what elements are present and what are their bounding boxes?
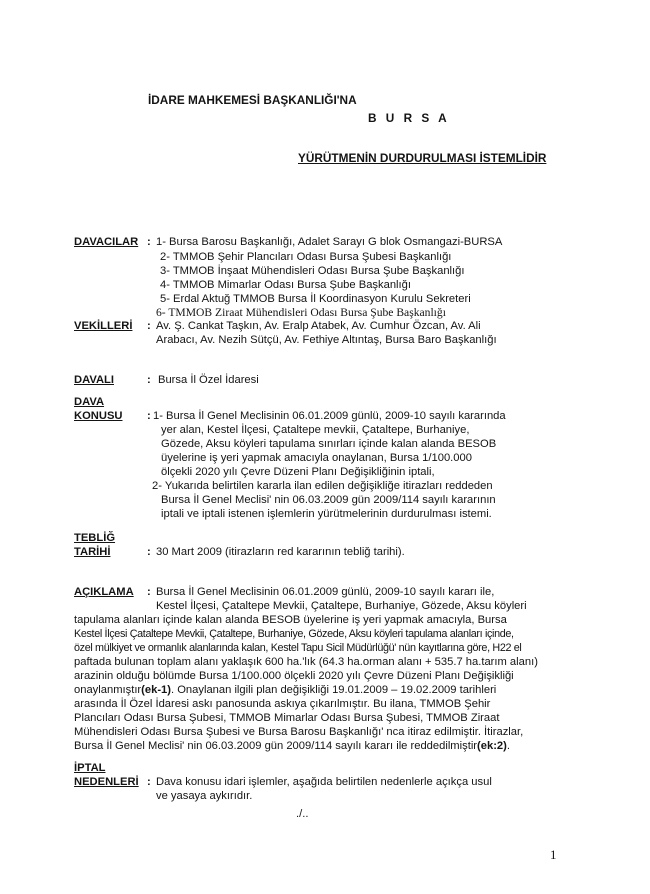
plaintiff-item: 2- TMMOB Şehir Plancıları Odası Bursa Şubesi Başkanlığı xyxy=(160,251,452,263)
explanation-line: özel mülkiyet ve ormanlık alanlarında kalan, Kestel Tapu Sicil Müdürlüğü' nün kayıtlarına göre, H22 el xyxy=(74,642,522,654)
plaintiff-item: 3- TMMOB İnşaat Mühendisleri Odası Bursa Şube Başkanlığı xyxy=(160,265,465,277)
notification-label-2: TARİHİ xyxy=(74,546,111,558)
explanation-line: Mühendisleri Odası Bursa Şubesi ve Bursa Barosu Başkanlığı' nca itiraz edilmiştir. İtirazlar, xyxy=(74,726,524,738)
plaintiff-item: 1- Bursa Barosu Başkanlığı, Adalet Sarayı G blok Osmangazi-BURSA xyxy=(156,236,503,248)
explanation-text: . xyxy=(506,740,510,752)
attorneys-sep: : xyxy=(147,320,151,332)
subject-line: iptali ve iptali istenen işlemlerin yürütmelerinin durdurulması istemi. xyxy=(161,508,492,520)
explanation-line: Bursa İl Genel Meclisinin 06.01.2009 günlü, 2009-10 sayılı kararı ile, xyxy=(156,586,495,598)
notification-sep: : xyxy=(147,546,151,558)
subject-line: Gözede, Aksu köyleri tapulama sınırları içinde kalan alanda BESOB xyxy=(161,438,497,450)
explanation-line: Plancıları Odası Bursa Şubesi, TMMOB Mimarlar Odası Bursa Şubesi, TMMOB Ziraat xyxy=(74,712,500,724)
subject-line: 2- Yukarıda belirtilen kararla ilan edilen değişikliğe itirazları reddeden xyxy=(152,480,493,492)
explanation-label: AÇIKLAMA xyxy=(74,586,134,598)
request-title: YÜRÜTMENİN DURDURULMASI İSTEMLİDİR xyxy=(298,151,547,165)
subject-line: 1- Bursa İl Genel Meclisinin 06.01.2009 günlü, 2009-10 sayılı kararında xyxy=(153,410,506,422)
page-number: 1 xyxy=(550,847,557,862)
explanation-line xyxy=(74,684,496,697)
subject-line: üyelerine iş yeri yapmak amacıyla onaylanan, Bursa 1/100.000 xyxy=(161,452,472,464)
subject-line: ölçekli 2020 yılı Çevre Düzeni Planı Değişikliğinin iptali, xyxy=(161,466,435,478)
grounds-label-2: NEDENLERİ xyxy=(74,776,139,788)
explanation-line: paftada bulunan toplam alanı yaklaşık 600 ha.'lık (64.3 ha.orman alanı + 535.7 ha.tarım alanı) xyxy=(74,656,538,668)
court-title: İDARE MAHKEMESİ BAŞKANLIĞI'NA xyxy=(148,93,357,107)
subject-line: Bursa İl Genel Meclisi' nin 06.03.2009 gün 2009/114 sayılı kararının xyxy=(161,494,496,506)
explanation-sep: : xyxy=(147,586,151,598)
grounds-sep: : xyxy=(147,776,151,788)
grounds-line: Dava konusu idari işlemler, aşağıda belirtilen nedenlerle açıkça usul xyxy=(156,776,492,788)
attorneys-line: Av. Ş. Cankat Taşkın, Av. Eralp Atabek, Av. Cumhur Özcan, Av. Ali xyxy=(156,320,481,332)
subject-label-2: KONUSU xyxy=(74,410,123,422)
defendant-label: DAVALI xyxy=(74,374,114,386)
explanation-text: onaylanmıştır xyxy=(74,684,142,696)
subject-line: yer alan, Kestel İlçesi, Çataltepe mevkii, Çataltepe, Burhaniye, xyxy=(161,424,470,436)
plaintiff-item: 4- TMMOB Mimarlar Odası Bursa Şube Başkanlığı xyxy=(160,279,411,291)
subject-sep: : xyxy=(147,410,151,422)
annex-reference: (ek:2) xyxy=(477,740,507,752)
attorneys-label: VEKİLLERİ xyxy=(74,320,133,332)
explanation-line: arasında İl Özel İdaresi askı panosunda askıya çıkarılmıştır. Bu ilana, TMMOB Şehir xyxy=(74,698,491,710)
explanation-line: tapulama alanları içinde kalan alanda BESOB üyelerine iş yeri yapmak amacıyla, Bursa xyxy=(74,614,507,626)
plaintiffs-label: DAVACILAR xyxy=(74,236,139,248)
annex-reference: (ek-1) xyxy=(141,684,171,696)
plaintiff-item: 6- TMMOB Ziraat Mühendisleri Odası Bursa Şube Başkanlığı xyxy=(156,306,446,319)
continuation-mark: ./.. xyxy=(296,808,309,820)
explanation-line xyxy=(74,740,510,753)
notification-label-1: TEBLİĞ xyxy=(74,532,116,544)
defendant-value: Bursa İl Özel İdaresi xyxy=(158,374,259,386)
defendant-sep: : xyxy=(147,374,151,386)
notification-value: 30 Mart 2009 (itirazların red kararının tebliğ tarihi). xyxy=(156,546,405,558)
attorneys-line: Arabacı, Av. Nezih Sütçü, Av. Fethiye Altıntaş, Bursa Baro Başkanlığı xyxy=(156,334,497,346)
grounds-line: ve yasaya aykırıdır. xyxy=(156,790,253,802)
grounds-label-1: İPTAL xyxy=(74,762,106,774)
explanation-text: . Onaylanan ilgili plan değişikliği 19.01.2009 – 19.02.2009 tarihleri xyxy=(171,684,497,696)
city-name: B U R S A xyxy=(368,111,450,125)
plaintiffs-sep: : xyxy=(147,236,151,248)
explanation-text: Bursa İl Genel Meclisi' nin 06.03.2009 gün 2009/114 sayılı kararı ile reddedilmiştir xyxy=(74,740,478,752)
explanation-line: Kestel İlçesi Çataltepe Mevkii, Çataltepe, Burhaniye, Gözede, Aksu köyleri tapulama alanları içinde, xyxy=(74,628,514,640)
explanation-line: Kestel İlçesi, Çataltepe Mevkii, Çataltepe, Burhaniye, Gözede, Aksu köyleri xyxy=(156,600,527,612)
subject-label-1: DAVA xyxy=(74,396,105,408)
plaintiff-item: 5- Erdal Aktuğ TMMOB Bursa İl Koordinasyon Kurulu Sekreteri xyxy=(160,293,471,305)
explanation-line: arazinin olduğu bölümde Bursa 1/100.000 ölçekli 2020 yılı Çevre Düzeni Planı Değişikliği xyxy=(74,670,514,682)
